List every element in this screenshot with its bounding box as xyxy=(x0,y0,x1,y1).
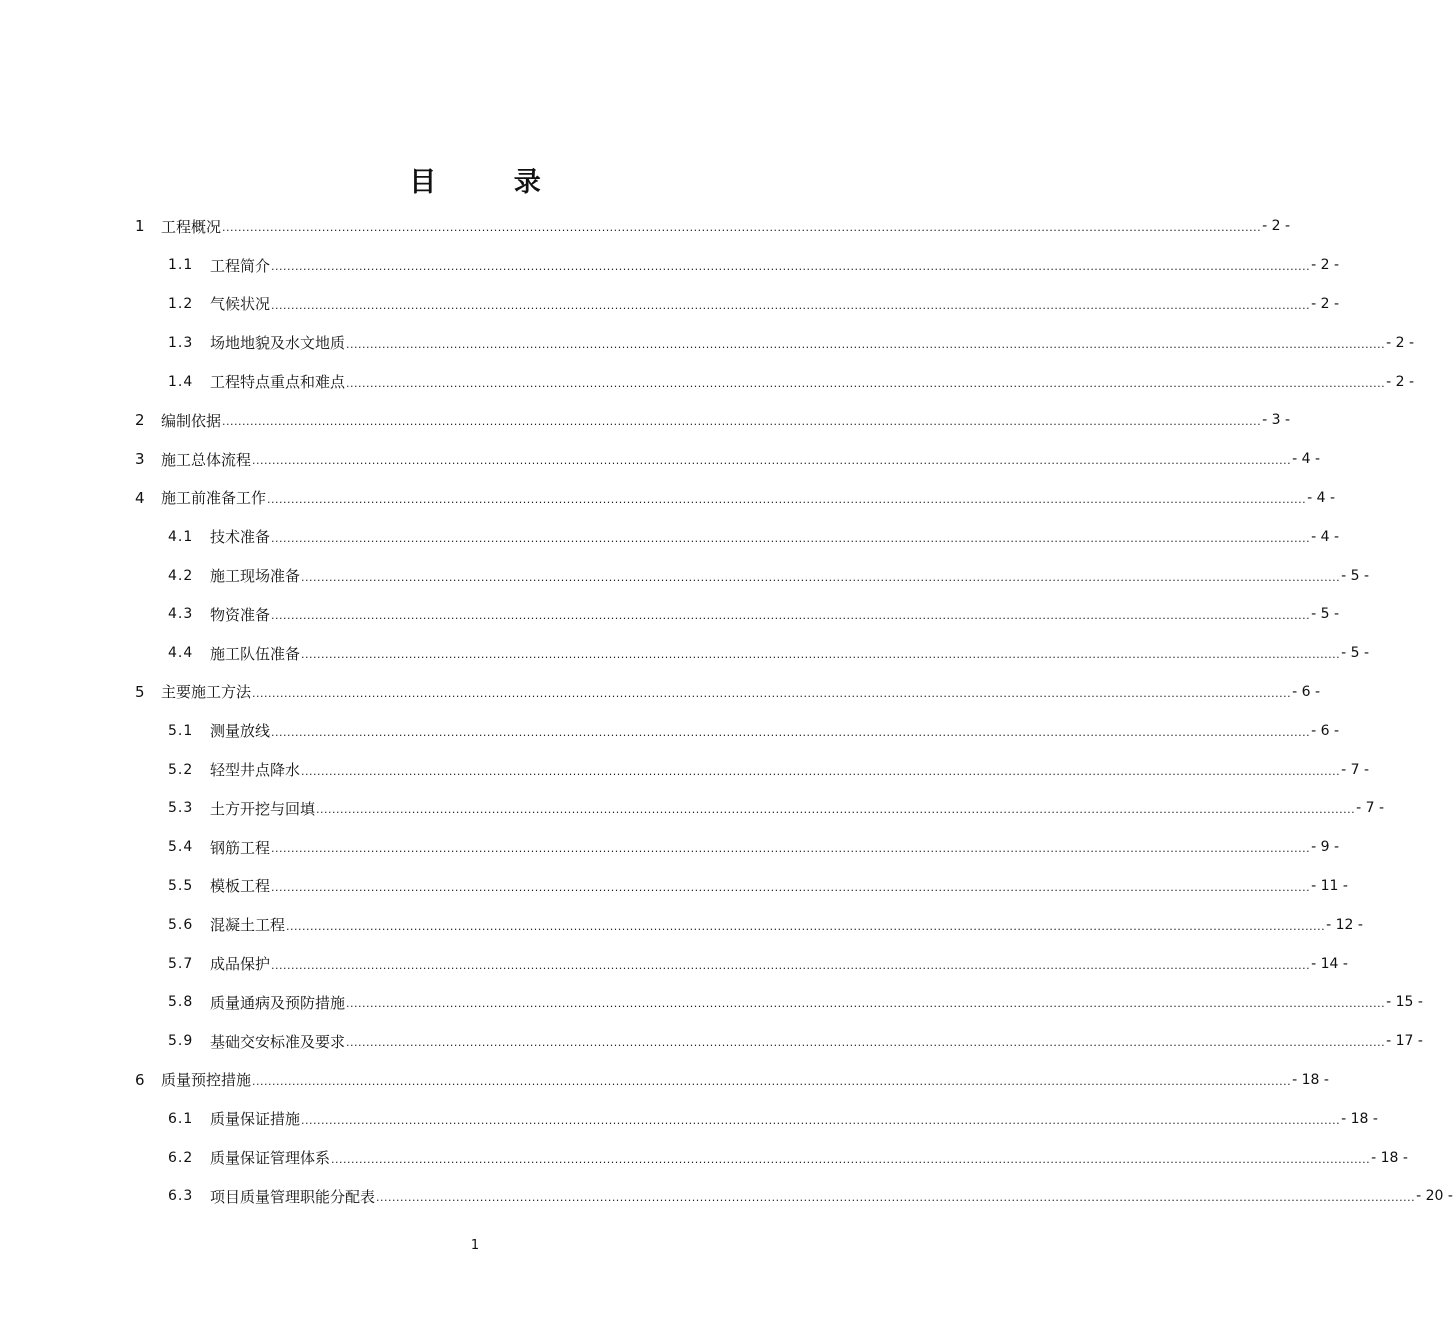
toc-entry-number: 6.2 xyxy=(168,1149,194,1166)
toc-entry-page: - 20 - xyxy=(1416,1188,1453,1205)
toc-entry-title: 基础交安标准及要求 xyxy=(210,1032,346,1051)
toc-entry[interactable] xyxy=(135,905,1363,944)
toc-leader-dots: .................................................................................................................................................................................................................................................................... xyxy=(271,298,1311,312)
toc-entry[interactable] xyxy=(135,401,1291,440)
toc-entry-page: - 5 - xyxy=(1341,645,1370,662)
toc-entry[interactable] xyxy=(135,983,1423,1022)
toc-entry-number: 6.1 xyxy=(168,1110,194,1127)
toc-entry[interactable] xyxy=(135,673,1321,712)
toc-entry-number: 5.5 xyxy=(168,877,194,894)
toc-entry-page: - 2 - xyxy=(1311,295,1340,312)
toc-entry-number: 1.3 xyxy=(168,334,194,351)
toc-leader-dots: .................................................................................................................................................................................................................................................................... xyxy=(316,803,1356,817)
toc-entry-title: 施工队伍准备 xyxy=(210,644,301,663)
toc-entry-page: - 4 - xyxy=(1292,451,1321,468)
toc-entry-title: 工程概况 xyxy=(161,217,222,236)
toc-entry-number: 6.3 xyxy=(168,1188,194,1205)
toc-entry-title: 轻型井点降水 xyxy=(210,761,301,780)
toc-entry-title: 混凝土工程 xyxy=(210,916,286,935)
toc-entry-number: 4.2 xyxy=(168,567,194,584)
toc-leader-dots: .................................................................................................................................................................................................................................................................... xyxy=(301,1113,1341,1127)
toc-title: 目 录 xyxy=(409,167,575,198)
toc-entry[interactable] xyxy=(135,634,1370,673)
toc-entry-title: 土方开挖与回填 xyxy=(210,799,316,818)
toc-entry-title: 施工前准备工作 xyxy=(161,489,267,508)
toc-entry[interactable] xyxy=(135,517,1340,556)
toc-entry-page: - 15 - xyxy=(1386,994,1423,1011)
toc-entry-number: 5.8 xyxy=(168,994,194,1011)
toc-leader-dots: .................................................................................................................................................................................................................................................................... xyxy=(222,415,1262,429)
toc-entry-number: 5.1 xyxy=(168,722,194,739)
toc-entry[interactable] xyxy=(135,246,1340,285)
toc-entry[interactable] xyxy=(135,362,1415,401)
toc-leader-dots: .................................................................................................................................................................................................................................................................... xyxy=(271,880,1311,894)
toc-entry-number: 5.9 xyxy=(168,1033,194,1050)
toc-leader-dots: .................................................................................................................................................................................................................................................................... xyxy=(331,1152,1371,1166)
toc-entry-page: - 6 - xyxy=(1292,683,1321,700)
toc-entry[interactable] xyxy=(135,1061,1329,1100)
toc-entry-title: 技术准备 xyxy=(210,528,271,547)
toc-entry-title: 主要施工方法 xyxy=(161,683,252,702)
toc-leader-dots: .................................................................................................................................................................................................................................................................... xyxy=(301,648,1341,662)
toc-entry-title: 施工总体流程 xyxy=(161,450,252,469)
toc-entry-number: 5.3 xyxy=(168,800,194,817)
toc-entry-page: - 2 - xyxy=(1311,257,1340,274)
toc-entry-title: 气候状况 xyxy=(210,295,271,314)
toc-leader-dots: .................................................................................................................................................................................................................................................................... xyxy=(286,919,1326,933)
toc-leader-dots: .................................................................................................................................................................................................................................................................... xyxy=(271,531,1311,545)
toc-entry-page: - 2 - xyxy=(1262,218,1291,235)
toc-entry[interactable] xyxy=(135,1022,1423,1061)
toc-entry-title: 模板工程 xyxy=(210,877,271,896)
toc-entry-number: 1.1 xyxy=(168,257,194,274)
toc-entry-page: - 2 - xyxy=(1386,334,1415,351)
toc-entry[interactable] xyxy=(135,828,1340,867)
toc-entry-page: - 18 - xyxy=(1341,1110,1378,1127)
toc-leader-dots: .................................................................................................................................................................................................................................................................... xyxy=(271,725,1311,739)
toc-entry-number: 5.6 xyxy=(168,916,194,933)
toc-leader-dots: .................................................................................................................................................................................................................................................................... xyxy=(222,221,1262,235)
toc-entry-title: 钢筋工程 xyxy=(210,838,271,857)
toc-entry-number: 5.7 xyxy=(168,955,194,972)
toc-entry[interactable] xyxy=(135,440,1321,479)
toc-entry-page: - 5 - xyxy=(1341,567,1370,584)
toc-entry-number: 4 xyxy=(135,488,145,507)
toc-entry-page: - 17 - xyxy=(1386,1033,1423,1050)
toc-entry-page: - 9 - xyxy=(1311,839,1340,856)
table-of-contents xyxy=(135,207,1453,1216)
toc-leader-dots: .................................................................................................................................................................................................................................................................... xyxy=(376,1191,1416,1205)
toc-entry-page: - 2 - xyxy=(1386,373,1415,390)
toc-entry-number: 5 xyxy=(135,682,145,701)
toc-entry-title: 物资准备 xyxy=(210,605,271,624)
toc-entry-number: 1.4 xyxy=(168,373,194,390)
toc-entry[interactable] xyxy=(135,1177,1453,1216)
toc-entry[interactable] xyxy=(135,285,1340,324)
toc-entry[interactable] xyxy=(135,867,1348,906)
toc-entry-page: - 12 - xyxy=(1326,916,1363,933)
toc-leader-dots: .................................................................................................................................................................................................................................................................... xyxy=(271,260,1311,274)
toc-entry-number: 4.3 xyxy=(168,606,194,623)
toc-entry[interactable] xyxy=(135,595,1340,634)
toc-entry[interactable] xyxy=(135,1099,1378,1138)
toc-leader-dots: .................................................................................................................................................................................................................................................................... xyxy=(267,492,1307,506)
toc-entry-number: 3 xyxy=(135,450,145,469)
toc-entry-number: 6 xyxy=(135,1070,145,1089)
toc-entry-title: 施工现场准备 xyxy=(210,567,301,586)
toc-entry-title: 工程简介 xyxy=(210,256,271,275)
toc-leader-dots: .................................................................................................................................................................................................................................................................... xyxy=(271,609,1311,623)
toc-entry[interactable] xyxy=(135,944,1348,983)
toc-entry[interactable] xyxy=(135,323,1415,362)
toc-entry[interactable] xyxy=(135,479,1336,518)
toc-leader-dots: .................................................................................................................................................................................................................................................................... xyxy=(301,764,1341,778)
toc-entry-page: - 18 - xyxy=(1371,1149,1408,1166)
toc-entry[interactable] xyxy=(135,207,1291,246)
toc-entry[interactable] xyxy=(135,750,1370,789)
toc-entry-title: 成品保护 xyxy=(210,955,271,974)
toc-entry-page: - 11 - xyxy=(1311,877,1348,894)
toc-entry-number: 5.2 xyxy=(168,761,194,778)
toc-leader-dots: .................................................................................................................................................................................................................................................................... xyxy=(346,997,1386,1011)
toc-leader-dots: .................................................................................................................................................................................................................................................................... xyxy=(252,1074,1292,1088)
toc-leader-dots: .................................................................................................................................................................................................................................................................... xyxy=(252,454,1292,468)
toc-leader-dots: .................................................................................................................................................................................................................................................................... xyxy=(301,570,1341,584)
toc-leader-dots: .................................................................................................................................................................................................................................................................... xyxy=(271,842,1311,856)
toc-leader-dots: .................................................................................................................................................................................................................................................................... xyxy=(346,376,1386,390)
toc-entry-page: - 3 - xyxy=(1262,412,1291,429)
toc-entry-number: 5.4 xyxy=(168,839,194,856)
toc-entry-number: 4.4 xyxy=(168,645,194,662)
toc-leader-dots: .................................................................................................................................................................................................................................................................... xyxy=(346,337,1386,351)
toc-entry-title: 编制依据 xyxy=(161,411,222,430)
toc-entry-page: - 7 - xyxy=(1341,761,1370,778)
toc-entry-title: 场地地貌及水文地质 xyxy=(210,334,346,353)
toc-entry-page: - 4 - xyxy=(1307,489,1336,506)
toc-entry-page: - 18 - xyxy=(1292,1071,1329,1088)
toc-entry-title: 工程特点重点和难点 xyxy=(210,373,346,392)
toc-entry-number: 1.2 xyxy=(168,295,194,312)
toc-entry-title: 质量保证管理体系 xyxy=(210,1149,331,1168)
toc-entry-page: - 6 - xyxy=(1311,722,1340,739)
toc-entry-page: - 4 - xyxy=(1311,528,1340,545)
toc-leader-dots: .................................................................................................................................................................................................................................................................... xyxy=(271,958,1311,972)
toc-entry-number: 1 xyxy=(135,217,145,236)
toc-leader-dots: .................................................................................................................................................................................................................................................................... xyxy=(252,686,1292,700)
toc-entry-page: - 5 - xyxy=(1311,606,1340,623)
toc-entry-title: 质量保证措施 xyxy=(210,1110,301,1129)
toc-entry-number: 2 xyxy=(135,411,145,430)
toc-leader-dots: .................................................................................................................................................................................................................................................................... xyxy=(346,1036,1386,1050)
toc-entry-number: 4.1 xyxy=(168,528,194,545)
toc-entry-title: 项目质量管理职能分配表 xyxy=(210,1187,376,1206)
toc-entry[interactable] xyxy=(135,711,1340,750)
toc-entry-title: 质量预控措施 xyxy=(161,1071,252,1090)
page-number: 1 xyxy=(470,1238,480,1253)
toc-entry-page: - 7 - xyxy=(1356,800,1385,817)
toc-entry-page: - 14 - xyxy=(1311,955,1348,972)
toc-entry[interactable] xyxy=(135,556,1370,595)
toc-entry[interactable] xyxy=(135,789,1385,828)
toc-entry[interactable] xyxy=(135,1138,1408,1177)
toc-entry-title: 质量通病及预防措施 xyxy=(210,993,346,1012)
toc-entry-title: 测量放线 xyxy=(210,722,271,741)
